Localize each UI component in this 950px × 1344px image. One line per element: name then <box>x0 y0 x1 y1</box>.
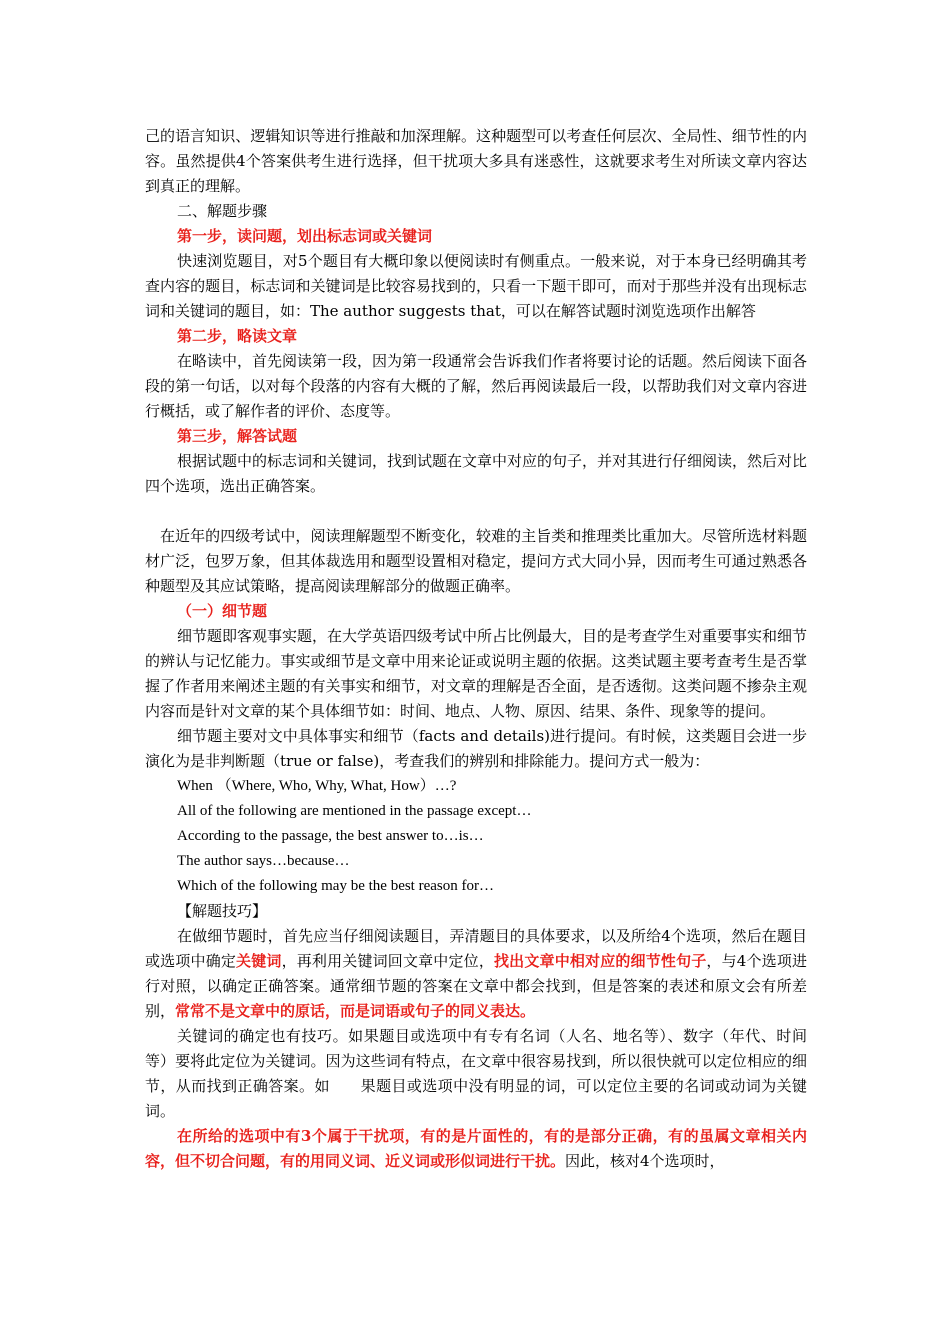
detail-paragraph-2: 细节题主要对文中具体事实和细节（facts and details)进行提问。有时候，这类题目会进一步演化为是非判断题（true or false)，考查我们的辨别和排除能力。提问方式一般为： <box>145 727 807 770</box>
step1-text: 快速浏览题目，对5个题目有大概印象以便阅读时有侧重点。一般来说，对于本身已经明确其考查内容的题目，标志词和关键词是比较容易找到的，只看一下题干即可，而对于那些并没有出现标志词和关键词的题目，如：The author suggests that，可以在解答试题时浏览选项作出解答 <box>145 252 807 320</box>
distractor-text: 因此，核对4个选项时， <box>565 1152 725 1170</box>
detail-paragraph-1: 细节题即客观事实题，在大学英语四级考试中所占比例最大，目的是考查学生对重要事实和细节的辨认与记忆能力。事实或细节是文章中用来论证或说明主题的依据。这类试题主要考查考生是否掌握了作者用来阐述主题的有关事实和细节，对文章的理解是否全面，是否透彻。这类问题不掺杂主观内容而是针对文章的某个具体细节如：时间、地点、人物、原因、结果、条件、现象等的提问。 <box>145 627 808 720</box>
tips-detail-highlight: 找出文章中相对应的细节性句子 <box>494 952 707 970</box>
step3-title: 第三步，解答试题 <box>177 427 298 445</box>
tips-synonym-highlight: 常常不是文章中的原话，而是词语或句子的同义表达。 <box>175 1002 536 1020</box>
intro-paragraph: 在近年的四级考试中，阅读理解题型不断变化，较难的主旨类和推理类比重加大。尽管所选材料题材广泛，包罗万象，但其体裁选用和题型设置相对稳定，提问方式大同小异，因而考生可通过熟悉各种题型及其应试策略，提高阅读理解部分的做题正确率。 <box>145 527 807 595</box>
heading-solving-steps: 二、解题步骤 <box>177 202 268 220</box>
tips-keyword-highlight: 关键词 <box>236 952 282 970</box>
step3-text: 根据试题中的标志词和关键词，找到试题在文章中对应的句子，并对其进行仔细阅读，然后对比四个选项，选出正确答案。 <box>145 452 808 495</box>
paragraph-intro-continuation: 己的语言知识、逻辑知识等进行推敲和加深理解。这种题型可以考查任何层次、全局性、细节性的内容。虽然提供4个答案供考生进行选择，但干扰项大多具有迷惑性，这就要求考生对所读文章内容达到真正的理解。 <box>145 127 807 195</box>
step2-title: 第二步，略读文章 <box>177 327 298 345</box>
question-pattern-2: All of the following are mentioned in the passage except… <box>177 803 532 819</box>
document-page <box>145 124 807 1174</box>
tips-paragraph <box>145 924 807 1024</box>
question-pattern-4: The author says…because… <box>177 853 350 869</box>
tips-text-1: 在做细节题时，首先应当仔细阅读题目，弄清题目的具体要求，以及所给4个选项，然后在题目或选项中确定 <box>145 927 807 970</box>
tips-text-2: ，再利用关键词回文章中定位， <box>281 952 494 970</box>
keyword-paragraph: 关键词的确定也有技巧。如果题目或选项中有专有名词（人名、地名等）、数字（年代、时间等）要将此定位为关键词。因为这些词有特点，在文章中很容易找到，所以很快就可以定位相应的细节，从而找到正确答案。如 果题目或选项中没有明显的词，可以定位主要的名词或动词为关键词。 <box>145 1027 807 1120</box>
question-pattern-1: When （Where, Who, Why, What, How）…? <box>177 778 457 794</box>
tips-text-3: ，与4个选项进行对照，以确定正确答案。通常细节题的答案在文章中都会找到，但是答案的表述和原文会有所差别， <box>145 952 807 1020</box>
step1-title: 第一步，读问题，划出标志词或关键词 <box>177 227 433 245</box>
question-pattern-3: According to the passage, the best answer to…is… <box>177 828 484 844</box>
blank-line <box>145 499 807 524</box>
distractor-highlight: 在所给的选项中有3个属于干扰项，有的是片面性的，有的是部分正确，有的虽属文章相关内容，但不切合问题，有的用同义词、近义词或形似词进行干扰。 <box>145 1127 807 1170</box>
tips-title: 【解题技巧】 <box>177 902 268 920</box>
section-detail-title: （一）细节题 <box>177 602 268 620</box>
step2-text: 在略读中，首先阅读第一段，因为第一段通常会告诉我们作者将要讨论的话题。然后阅读下面各段的第一句话，以对每个段落的内容有大概的了解，然后再阅读最后一段，以帮助我们对文章内容进行概括，或了解作者的评价、态度等。 <box>145 352 808 420</box>
question-pattern-5: Which of the following may be the best reason for… <box>177 878 494 894</box>
distractor-paragraph <box>145 1124 807 1174</box>
